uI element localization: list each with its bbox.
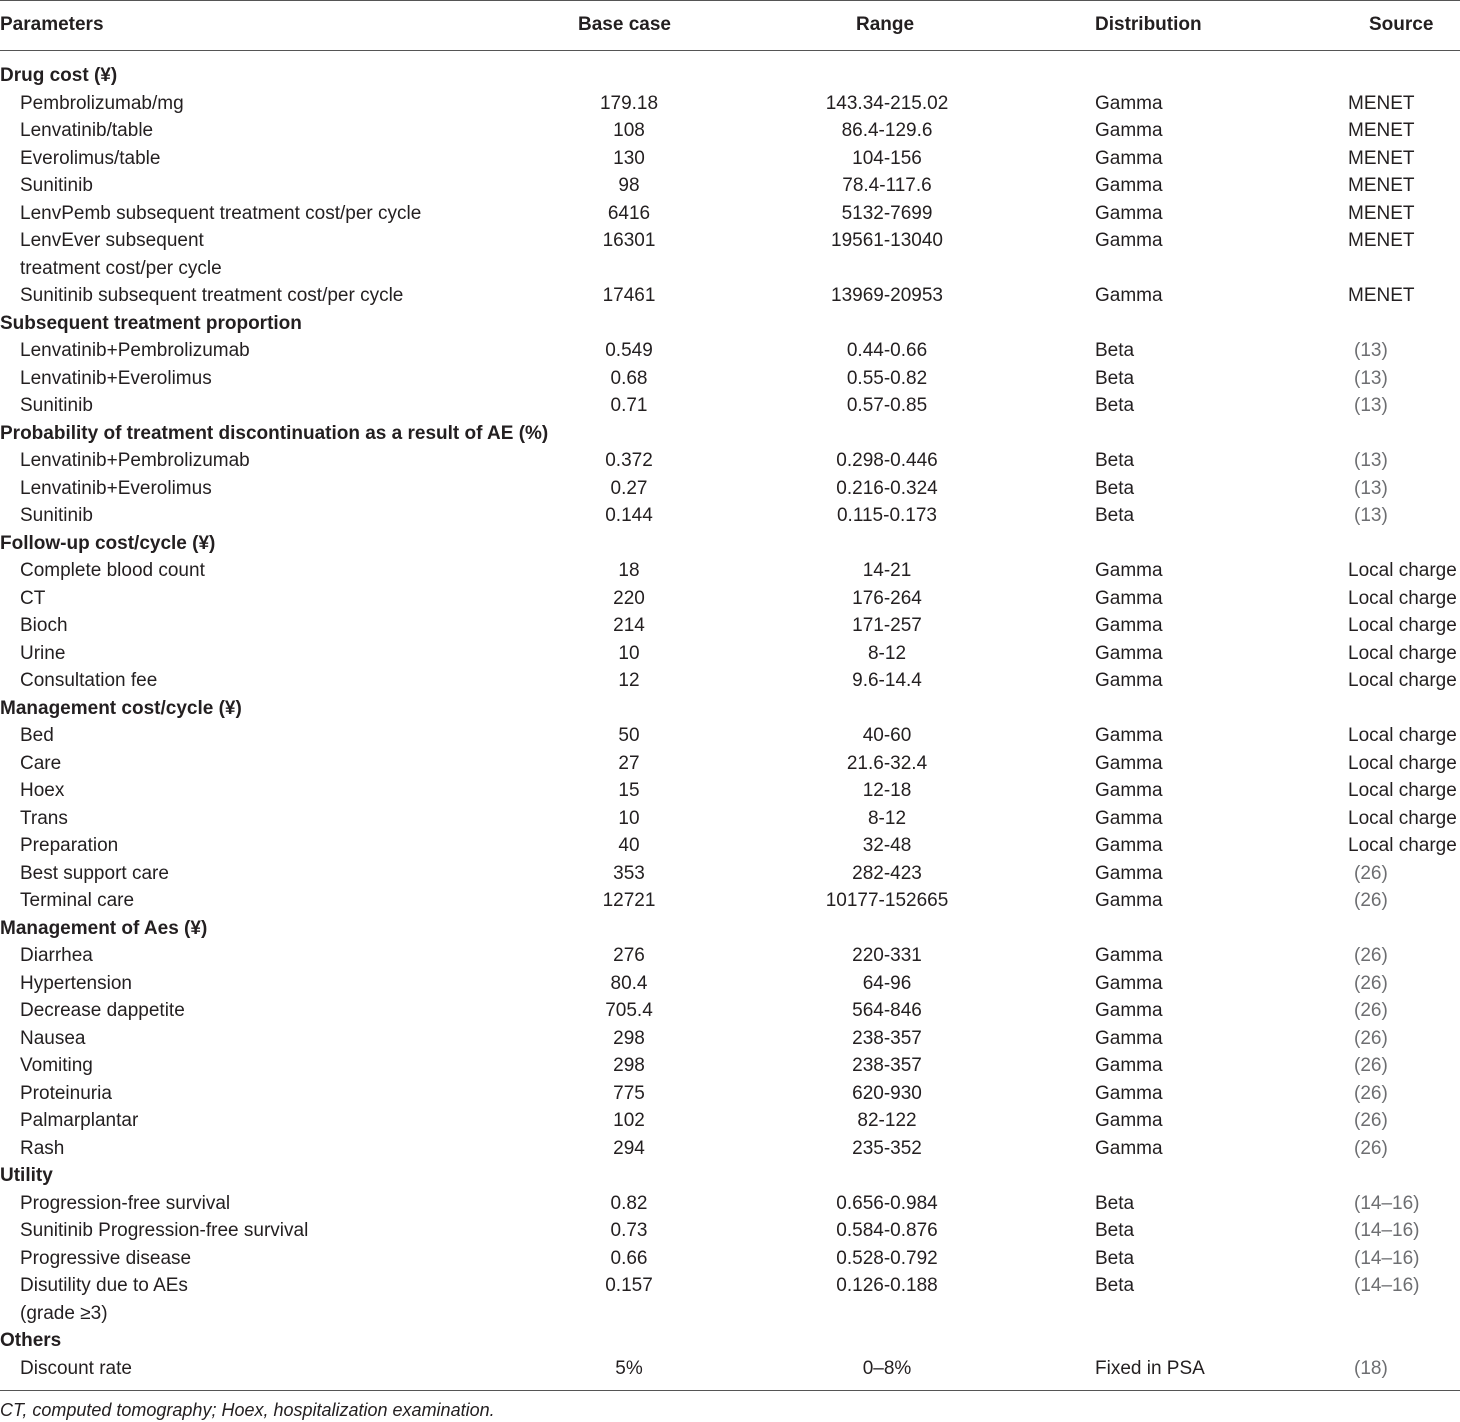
base-case-cell: 15 — [618, 780, 640, 801]
distribution-cell: Gamma — [1095, 890, 1163, 911]
parameter-cell: Sunitinib Progression-free survival — [20, 1220, 309, 1241]
source-cell[interactable]: (14–16) — [1354, 1275, 1420, 1296]
source-cell: Local charge — [1348, 642, 1457, 664]
distribution-cell: Gamma — [1095, 807, 1163, 829]
table-row — [0, 1190, 1460, 1218]
range-cell: 0.298-0.446 — [836, 450, 938, 471]
range-cell: 0.584-0.876 — [836, 1220, 938, 1241]
parameter-cell: Hypertension — [20, 972, 132, 994]
distribution-cell: Beta — [1095, 1192, 1135, 1214]
distribution-cell: Gamma — [1095, 1000, 1163, 1021]
source-cell: Local charge — [1348, 807, 1457, 829]
table-row — [0, 90, 1460, 118]
distribution-cell: Gamma — [1095, 615, 1163, 636]
distribution-cell: Beta — [1095, 367, 1135, 389]
distribution-cell: Gamma — [1095, 945, 1163, 966]
table-row — [0, 227, 1460, 282]
range-cell: 176-264 — [852, 587, 922, 609]
parameter-cell: Sunitinib subsequent treatment cost/per cycle — [20, 285, 404, 306]
parameter-cell: Lenvatinib/table — [20, 120, 154, 141]
base-case-cell: 294 — [613, 1137, 645, 1159]
base-case-cell: 108 — [613, 120, 645, 141]
source-cell: MENET — [1348, 147, 1415, 169]
source-cell: Local charge — [1348, 835, 1457, 856]
distribution-cell: Gamma — [1095, 560, 1163, 581]
table-row — [0, 365, 1460, 393]
range-cell: 0.126-0.188 — [836, 1275, 938, 1296]
header-parameters: Parameters — [0, 14, 104, 35]
base-case-cell: 27 — [618, 752, 640, 774]
source-cell[interactable]: (26) — [1354, 1000, 1388, 1021]
range-cell: 282-423 — [852, 862, 922, 884]
source-cell[interactable]: (26) — [1354, 1137, 1388, 1159]
category-label: Drug cost (¥) — [0, 65, 118, 86]
table-row — [0, 805, 1460, 833]
parameter-cell: Lenvatinib+Everolimus — [20, 477, 212, 499]
category-label: Others — [0, 1330, 62, 1351]
table-row — [0, 282, 1460, 310]
table-row — [0, 337, 1460, 365]
table-row — [0, 392, 1460, 420]
source-cell[interactable]: (13) — [1354, 505, 1388, 526]
parameter-cell: Bed — [20, 725, 54, 746]
parameter-cell: Proteinuria — [20, 1082, 112, 1104]
base-case-cell: 0.144 — [605, 505, 653, 526]
base-case-cell: 98 — [618, 175, 640, 196]
base-case-cell: 102 — [613, 1110, 645, 1131]
parameter-cell: Lenvatinib+Pembrolizumab — [20, 450, 250, 471]
table-row — [0, 887, 1460, 915]
distribution-cell: Gamma — [1095, 1137, 1163, 1159]
parameter-cell: Sunitinib — [20, 395, 93, 416]
range-cell: 14-21 — [862, 560, 912, 581]
header-base-case: Base case — [578, 14, 671, 35]
category-label: Subsequent treatment proportion — [0, 312, 302, 334]
table-row — [0, 1245, 1460, 1273]
source-cell: Local charge — [1348, 725, 1457, 746]
base-case-cell: 0.66 — [610, 1247, 648, 1269]
parameter-cell: Best support care — [20, 862, 169, 884]
distribution-cell: Beta — [1095, 340, 1135, 361]
distribution-cell: Fixed in PSA — [1095, 1357, 1205, 1379]
table-row — [0, 970, 1460, 998]
parameter-cell: Preparation — [20, 835, 119, 856]
table-row — [0, 172, 1460, 200]
range-cell: 0.115-0.173 — [836, 505, 938, 526]
base-case-cell: 6416 — [607, 202, 651, 224]
source-cell[interactable]: (26) — [1354, 945, 1388, 966]
range-cell: 82-122 — [857, 1110, 917, 1131]
distribution-cell: Beta — [1095, 1247, 1135, 1269]
table-footnote: CT, computed tomography; Hoex, hospitalization examination. — [0, 1400, 495, 1420]
source-cell[interactable]: (26) — [1354, 890, 1388, 911]
distribution-cell: Beta — [1095, 505, 1135, 526]
category-row — [0, 62, 1460, 90]
source-cell[interactable]: (14–16) — [1354, 1247, 1420, 1269]
parameter-cell: Urine — [20, 642, 66, 664]
distribution-cell: Gamma — [1095, 92, 1163, 114]
table-row — [0, 832, 1460, 860]
range-cell: 143.34-215.02 — [825, 92, 949, 114]
table-row — [0, 1107, 1460, 1135]
range-cell: 238-357 — [852, 1027, 922, 1049]
table-row — [0, 557, 1460, 585]
range-cell: 0.55-0.82 — [846, 367, 928, 389]
parameter-cell: Discount rate — [20, 1357, 132, 1379]
table-body — [0, 62, 1460, 1382]
table-row — [0, 475, 1460, 503]
table-row — [0, 667, 1460, 695]
source-cell: Local charge — [1348, 780, 1457, 801]
distribution-cell: Beta — [1095, 395, 1135, 416]
source-cell[interactable]: (26) — [1354, 972, 1388, 994]
table-row — [0, 1080, 1460, 1108]
distribution-cell: Gamma — [1095, 670, 1163, 691]
distribution-cell: Gamma — [1095, 1110, 1163, 1131]
base-case-cell: 0.71 — [610, 395, 648, 416]
table-row — [0, 612, 1460, 640]
distribution-cell: Gamma — [1095, 587, 1163, 609]
header-distribution: Distribution — [1095, 14, 1202, 35]
base-case-cell: 0.73 — [610, 1220, 648, 1241]
distribution-cell: Gamma — [1095, 147, 1163, 169]
source-cell: MENET — [1348, 285, 1415, 306]
range-cell: 104-156 — [852, 147, 922, 169]
base-case-cell: 775 — [613, 1082, 645, 1104]
distribution-cell: Gamma — [1095, 175, 1163, 196]
range-cell: 19561-13040 — [831, 230, 943, 251]
base-case-cell: 0.549 — [605, 340, 653, 361]
range-cell: 12-18 — [862, 780, 912, 801]
header-source: Source — [1369, 14, 1434, 35]
parameter-cell-continued: (grade ≥3) — [20, 1302, 108, 1324]
category-row — [0, 310, 1460, 338]
table-row — [0, 942, 1460, 970]
distribution-cell: Gamma — [1095, 780, 1163, 801]
parameter-cell: Nausea — [20, 1027, 86, 1049]
parameter-cell: Decrease dappetite — [20, 1000, 185, 1021]
base-case-cell: 276 — [613, 945, 645, 966]
source-cell: Local charge — [1348, 752, 1457, 774]
source-cell[interactable]: (13) — [1354, 450, 1388, 471]
base-case-cell: 18 — [618, 560, 640, 581]
table-row — [0, 1217, 1460, 1245]
range-cell: 21.6-32.4 — [846, 752, 928, 774]
category-label: Probability of treatment discontinuation as a result of AE (%) — [0, 422, 549, 444]
table-row — [0, 1355, 1460, 1383]
parameter-cell: Lenvatinib+Everolimus — [20, 367, 212, 389]
parameter-cell: Sunitinib — [20, 175, 93, 196]
range-cell: 0.216-0.324 — [836, 477, 938, 499]
base-case-cell: 705.4 — [605, 1000, 653, 1021]
source-cell[interactable]: (26) — [1354, 862, 1388, 884]
range-cell: 8-12 — [867, 807, 907, 829]
parameter-cell: Progressive disease — [20, 1247, 192, 1269]
table-row — [0, 1135, 1460, 1163]
table-row — [0, 502, 1460, 530]
range-cell: 0.528-0.792 — [836, 1247, 938, 1269]
distribution-cell: Beta — [1095, 1275, 1135, 1296]
source-cell[interactable]: (26) — [1354, 1055, 1388, 1076]
distribution-cell: Gamma — [1095, 1027, 1163, 1049]
base-case-cell: 0.27 — [610, 477, 648, 499]
source-cell[interactable]: (18) — [1354, 1357, 1388, 1379]
parameter-cell-continued: treatment cost/per cycle — [20, 257, 222, 279]
source-cell[interactable]: (26) — [1354, 1027, 1388, 1049]
range-cell: 8-12 — [867, 642, 907, 664]
range-cell: 32-48 — [862, 835, 912, 856]
range-cell: 0.44-0.66 — [846, 340, 928, 361]
category-label: Follow-up cost/cycle (¥) — [0, 532, 216, 554]
parameter-cell: Consultation fee — [20, 670, 158, 691]
range-cell: 620-930 — [852, 1082, 922, 1104]
range-cell: 86.4-129.6 — [841, 120, 933, 141]
source-cell: MENET — [1348, 202, 1415, 224]
range-cell: 238-357 — [852, 1055, 922, 1076]
parameter-cell: Vomiting — [20, 1055, 93, 1076]
parameter-cell: Terminal care — [20, 890, 135, 911]
table-row — [0, 997, 1460, 1025]
distribution-cell: Gamma — [1095, 202, 1163, 224]
source-cell: Local charge — [1348, 670, 1457, 691]
parameter-cell: Progression-free survival — [20, 1192, 231, 1214]
range-cell: 78.4-117.6 — [842, 175, 932, 196]
header-range: Range — [856, 14, 915, 35]
parameter-cell: Diarrhea — [20, 945, 93, 966]
base-case-cell: 0.82 — [610, 1192, 648, 1214]
table-bottom-rule — [0, 1390, 1460, 1391]
base-case-cell: 298 — [613, 1027, 645, 1049]
base-case-cell: 0.372 — [605, 450, 653, 471]
base-case-cell: 5% — [615, 1357, 643, 1379]
parameter-cell: Trans — [20, 807, 68, 829]
base-case-cell: 10 — [618, 642, 640, 664]
range-cell: 40-60 — [862, 725, 912, 746]
distribution-cell: Gamma — [1095, 1082, 1163, 1104]
source-cell: MENET — [1348, 230, 1415, 251]
range-cell: 220-331 — [852, 945, 922, 966]
range-cell: 9.6-14.4 — [852, 670, 922, 691]
table-row — [0, 585, 1460, 613]
source-cell[interactable]: (14–16) — [1354, 1192, 1420, 1214]
base-case-cell: 0.157 — [605, 1275, 653, 1296]
table-header-rule — [0, 50, 1460, 51]
base-case-cell: 0.68 — [610, 367, 648, 389]
base-case-cell: 353 — [613, 862, 645, 884]
base-case-cell: 80.4 — [610, 972, 648, 994]
table-row — [0, 1052, 1460, 1080]
category-row — [0, 1327, 1460, 1355]
base-case-cell: 298 — [613, 1055, 645, 1076]
base-case-cell: 12 — [618, 670, 640, 691]
base-case-cell: 10 — [618, 807, 640, 829]
parameter-cell: Disutility due to AEs — [20, 1275, 188, 1296]
base-case-cell: 17461 — [602, 285, 656, 306]
distribution-cell: Gamma — [1095, 972, 1163, 994]
table-row — [0, 200, 1460, 228]
range-cell: 171-257 — [852, 615, 922, 636]
parameter-cell: Rash — [20, 1137, 65, 1159]
distribution-cell: Gamma — [1095, 725, 1163, 746]
parameter-cell: Hoex — [20, 780, 65, 801]
base-case-cell: 214 — [613, 615, 645, 636]
parameter-cell: Lenvatinib+Pembrolizumab — [20, 340, 250, 361]
table-row — [0, 640, 1460, 668]
category-row — [0, 420, 1460, 448]
base-case-cell: 50 — [618, 725, 640, 746]
distribution-cell: Gamma — [1095, 230, 1163, 251]
source-cell[interactable]: (13) — [1354, 340, 1388, 361]
parameter-cell: Everolimus/table — [20, 147, 161, 169]
table-row — [0, 117, 1460, 145]
distribution-cell: Beta — [1095, 450, 1135, 471]
range-cell: 64-96 — [862, 972, 912, 994]
parameter-cell: Care — [20, 752, 62, 774]
source-cell: MENET — [1348, 92, 1415, 114]
source-cell[interactable]: (13) — [1354, 395, 1388, 416]
category-row — [0, 695, 1460, 723]
category-label: Management cost/cycle (¥) — [0, 697, 242, 719]
parameter-cell: Palmarplantar — [20, 1110, 139, 1131]
category-row — [0, 915, 1460, 943]
base-case-cell: 220 — [613, 587, 645, 609]
range-cell: 13969-20953 — [831, 285, 943, 306]
category-label: Utility — [0, 1165, 53, 1186]
range-cell: 0.656-0.984 — [836, 1192, 938, 1214]
range-cell: 0–8% — [862, 1357, 912, 1379]
distribution-cell: Gamma — [1095, 642, 1163, 664]
table-row — [0, 1025, 1460, 1053]
distribution-cell: Gamma — [1095, 285, 1163, 306]
base-case-cell: 130 — [613, 147, 645, 169]
distribution-cell: Beta — [1095, 477, 1135, 499]
distribution-cell: Gamma — [1095, 1055, 1163, 1076]
range-cell: 10177-152665 — [825, 890, 949, 911]
source-cell: Local charge — [1348, 587, 1457, 609]
distribution-cell: Gamma — [1095, 120, 1163, 141]
table-row — [0, 722, 1460, 750]
table-row — [0, 1272, 1460, 1327]
parameter-cell: Pembrolizumab/mg — [20, 92, 184, 114]
table-row — [0, 777, 1460, 805]
table-header — [0, 0, 1460, 50]
parameter-cell: Complete blood count — [20, 560, 205, 581]
table-row — [0, 750, 1460, 778]
category-row — [0, 1162, 1460, 1190]
distribution-cell: Beta — [1095, 1220, 1135, 1241]
distribution-cell: Gamma — [1095, 835, 1163, 856]
parameter-cell: LenvPemb subsequent treatment cost/per cycle — [20, 202, 422, 224]
base-case-cell: 40 — [618, 835, 640, 856]
table-row — [0, 447, 1460, 475]
base-case-cell: 16301 — [602, 230, 656, 251]
source-cell[interactable]: (14–16) — [1354, 1220, 1420, 1241]
source-cell: MENET — [1348, 175, 1415, 196]
source-cell[interactable]: (26) — [1354, 1110, 1388, 1131]
base-case-cell: 179.18 — [599, 92, 659, 114]
parameter-cell: LenvEver subsequent — [20, 230, 204, 251]
range-cell: 564-846 — [852, 1000, 922, 1021]
parameter-cell: Bioch — [20, 615, 68, 636]
distribution-cell: Gamma — [1095, 862, 1163, 884]
source-cell: MENET — [1348, 120, 1415, 141]
distribution-cell: Gamma — [1095, 752, 1163, 774]
range-cell: 0.57-0.85 — [846, 395, 928, 416]
source-cell[interactable]: (26) — [1354, 1082, 1388, 1104]
parameter-cell: CT — [20, 587, 46, 609]
category-label: Management of Aes (¥) — [0, 917, 208, 939]
source-cell: Local charge — [1348, 615, 1457, 636]
source-cell[interactable]: (13) — [1354, 477, 1388, 499]
category-row — [0, 530, 1460, 558]
source-cell: Local charge — [1348, 560, 1457, 581]
base-case-cell: 12721 — [602, 890, 656, 911]
range-cell: 5132-7699 — [841, 202, 933, 224]
range-cell: 235-352 — [852, 1137, 922, 1159]
table-row — [0, 145, 1460, 173]
parameter-cell: Sunitinib — [20, 505, 93, 526]
table-row — [0, 860, 1460, 888]
source-cell[interactable]: (13) — [1354, 367, 1388, 389]
